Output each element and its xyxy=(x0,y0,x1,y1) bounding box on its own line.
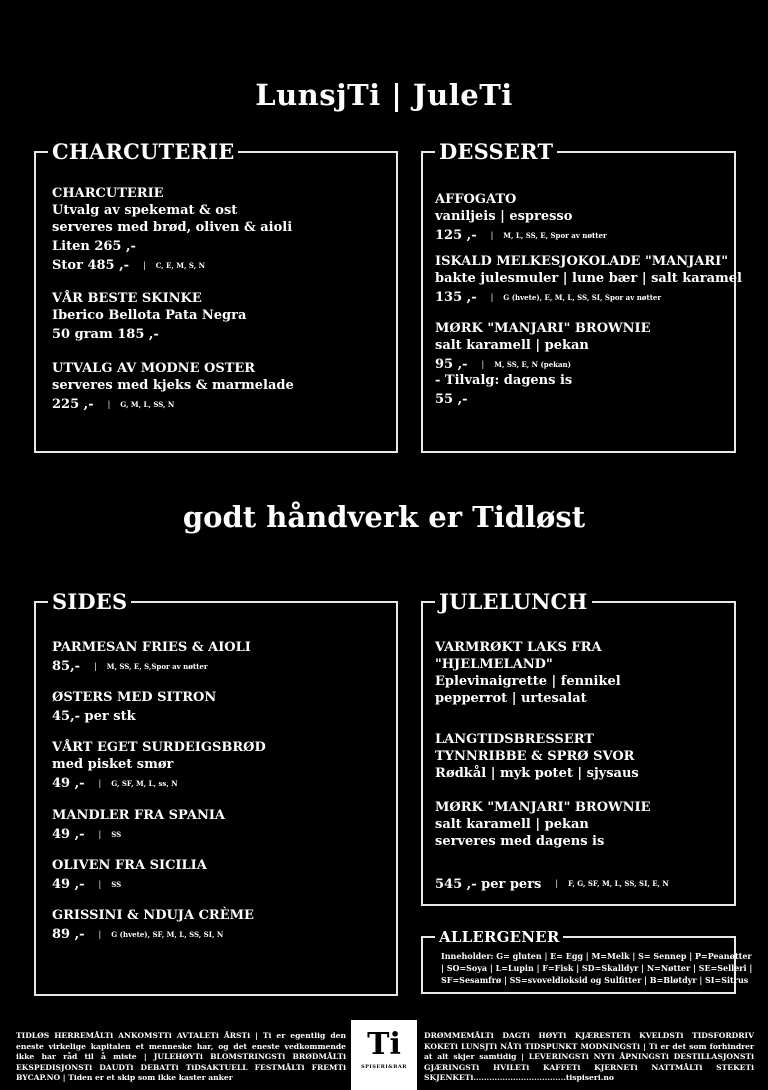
item-name: AFFOGATO xyxy=(435,192,517,207)
item-name: LANGTIDSBRESSERT xyxy=(435,732,594,747)
logo-main-text: Ti xyxy=(367,1027,401,1062)
item-name: OLIVEN FRA SICILIA xyxy=(52,858,207,873)
separator: | xyxy=(94,662,97,671)
page-title: LunsjTi | JuleTi xyxy=(255,78,513,112)
item-allergens: G, SF, M, L, ss, N xyxy=(111,779,178,788)
item-name: ØSTERS MED SITRON xyxy=(52,690,217,705)
sides-heading: SIDES xyxy=(48,589,131,615)
separator: | xyxy=(490,231,494,240)
menu-item xyxy=(52,360,294,413)
item-allergens: M, L, SS, E, Spor av nøtter xyxy=(503,231,607,240)
menu-item xyxy=(435,320,650,373)
item-price: 45,- per stk xyxy=(52,709,136,724)
charcuterie-section xyxy=(34,139,398,453)
item-price: 95 ,- xyxy=(435,357,468,372)
price-row xyxy=(52,926,254,943)
price-row xyxy=(52,775,266,792)
item-allergens: G, M, L, SS, N xyxy=(120,400,175,409)
separator: | xyxy=(107,400,111,409)
item-price: 89 ,- xyxy=(52,927,85,942)
item-name: CHARCUTERIE xyxy=(52,186,164,201)
allergen-line: Inneholder: G= gluten | E= Egg | M=Melk | S= Sennep | P=Peanøtter xyxy=(441,951,752,961)
item-description: Iberico Bellota Pata Negra xyxy=(52,308,247,323)
item-price: 85,- xyxy=(52,659,81,674)
menu-item xyxy=(52,290,246,343)
item-description: serveres med brød, oliven & aioli xyxy=(52,220,293,235)
logo-sub-text: SPISERI&BAR xyxy=(361,1064,407,1070)
menu-item xyxy=(52,739,266,792)
item-description: med pisket smør xyxy=(52,757,174,772)
julelunch-section xyxy=(421,589,736,906)
price-row xyxy=(52,238,292,255)
tagline: godt håndverk er Tidløst xyxy=(182,500,586,534)
dessert-heading: DESSERT xyxy=(435,139,557,165)
item-allergens: SS xyxy=(111,830,122,839)
separator: | xyxy=(98,930,102,939)
menu-item xyxy=(52,185,292,274)
item-allergens: G (hvete), SF, M, L, SS, SI, N xyxy=(111,930,224,939)
separator: | xyxy=(481,360,485,369)
julelunch-allergens: F, G, SF, M, L, SS, SI, E, N xyxy=(568,879,669,888)
menu-item xyxy=(52,857,207,893)
item-description: salt karamell | pekan xyxy=(435,817,589,832)
item-name: VARMRØKT LAKS FRA xyxy=(435,640,602,655)
item-price: 55 ,- xyxy=(435,392,468,407)
item-description: vaniljeis | espresso xyxy=(435,209,573,224)
separator: | xyxy=(490,293,494,302)
menu-item xyxy=(52,639,251,675)
item-description: bakte julesmuler | lune bær | salt karamel xyxy=(435,271,742,286)
price-row xyxy=(52,326,246,343)
item-name: VÅRT EGET SURDEIGSBRØD xyxy=(52,740,266,755)
menu-item xyxy=(435,731,639,782)
price-row xyxy=(435,289,742,306)
price-row xyxy=(435,391,572,408)
price-row xyxy=(435,227,607,244)
item-name: PARMESAN FRIES & AIOLI xyxy=(52,640,251,655)
julelunch-price: 545 ,- per pers xyxy=(435,877,542,892)
item-description: Rødkål | myk potet | sjysaus xyxy=(435,766,639,781)
menu-item xyxy=(435,191,607,244)
footer-left-text: TIDLØS HERREMÅLTi ANKOMSTTi AVTALETi ÅRSTi | Ti er egentlig den eneste virkelige kapitalen et menneske har, og det eneste vedkommende ikke har råd til å miste | JULEHØYTi BLOMSTRINGSTi BRØDMÅLTi EKSPEDISJONSTi DAUDTi DEBATTi TiDSAKTUELL FESTMÅLTi FREMTi BYCAP.NO | Tiden er et skip som ikke kaster anker xyxy=(16,1031,346,1082)
item-name: VÅR BESTE SKINKE xyxy=(52,291,202,306)
item-price: 49 ,- xyxy=(52,776,85,791)
item-allergens: M, SS, E, N (pekan) xyxy=(494,360,571,369)
menu-item xyxy=(435,639,621,707)
price-row xyxy=(52,708,216,725)
price-row xyxy=(52,876,207,893)
allergen-line: SF=Sesamfrø | SS=svoveldioksid og Sulfitter | B=Bløtdyr | SI=Sitrus xyxy=(441,975,749,985)
item-name-cont: "HJELMELAND" xyxy=(435,657,553,672)
item-name: MØRK "MANJARI" BROWNIE xyxy=(435,321,651,336)
item-price: Liten 265 ,- xyxy=(52,239,136,254)
price-row xyxy=(52,658,251,675)
menu-item xyxy=(52,689,216,725)
item-price: 50 gram 185 ,- xyxy=(52,327,159,342)
separator: | xyxy=(98,830,102,839)
item-description: - Tilvalg: dagens is xyxy=(435,373,573,388)
menu-item xyxy=(52,807,225,843)
item-price: 135 ,- xyxy=(435,290,477,305)
item-description: Utvalg av spekemat & ost xyxy=(52,203,238,218)
item-price: Stor 485 ,- xyxy=(52,258,130,273)
item-name: ISKALD MELKESJOKOLADE "MANJARI" xyxy=(435,254,729,269)
price-row xyxy=(52,826,225,843)
separator: | xyxy=(98,779,102,788)
item-description: serveres med kjeks & marmelade xyxy=(52,378,294,393)
item-description: pepperrot | urtesalat xyxy=(435,691,587,706)
item-price: 125 ,- xyxy=(435,228,477,243)
item-allergens: G (hvete), E, M, L, SS, SI, Spor av nøtter xyxy=(503,293,662,302)
menu-item xyxy=(435,799,650,850)
item-allergens: C, E, M, S, N xyxy=(155,261,205,270)
item-allergens: SS xyxy=(111,880,122,889)
item-name: UTVALG AV MODNE OSTER xyxy=(52,361,256,376)
menu-item xyxy=(435,253,742,306)
allergen-line: | SO=Soya | L=Lupin | F=Fisk | SD=Skalldyr | N=Nøtter | SE=Selleri | xyxy=(441,963,753,973)
item-description: Eplevinaigrette | fennikel xyxy=(435,674,621,689)
separator: | xyxy=(98,880,102,889)
menu-item xyxy=(52,907,254,943)
separator: | xyxy=(555,879,559,888)
footer-right-text: DRØMMEMÅLTi DAGTi HØYTi KJÆRESTETi KVELDSTi TIDSFORDRIV KOKETi LUNSJTi NÅTi TIDSPUNKT MODNINGSTi | Ti er det som forhindrer at alt skjer samtidig | LEVERINGSTi NYTi ÅPNINGSTi DESTILLASJONSTi GJÆRINGSTi HVILETi KAFFETi KJERNETi NATTMÅLTi STEKETi SKJENKETi...................................tispiseri.no xyxy=(424,1031,754,1082)
allergener-section xyxy=(421,928,753,994)
julelunch-price-row xyxy=(435,873,669,892)
item-price: 49 ,- xyxy=(52,877,85,892)
item-name: GRISSINI & NDUJA CRÈME xyxy=(52,908,254,923)
item-description: serveres med dagens is xyxy=(435,834,605,849)
separator: | xyxy=(143,261,146,270)
julelunch-heading: JULELUNCH xyxy=(435,589,592,615)
menu-item xyxy=(435,372,572,408)
price-row xyxy=(52,257,292,274)
sides-section xyxy=(34,589,398,996)
allergener-heading: ALLERGENER xyxy=(435,928,563,946)
item-price: 49 ,- xyxy=(52,827,85,842)
dessert-section xyxy=(421,139,742,453)
price-row xyxy=(435,356,650,373)
item-name: MØRK "MANJARI" BROWNIE xyxy=(435,800,651,815)
item-name-cont: TYNNRIBBE & SPRØ SVOR xyxy=(435,749,635,764)
item-description: salt karamell | pekan xyxy=(435,338,589,353)
charcuterie-heading: CHARCUTERIE xyxy=(48,139,238,165)
item-allergens: M, SS, E, S,Spor av nøtter xyxy=(106,662,208,671)
item-name: MANDLER FRA SPANIA xyxy=(52,808,226,823)
price-row xyxy=(52,396,294,413)
ti-logo xyxy=(351,1020,417,1090)
item-price: 225 ,- xyxy=(52,397,94,412)
